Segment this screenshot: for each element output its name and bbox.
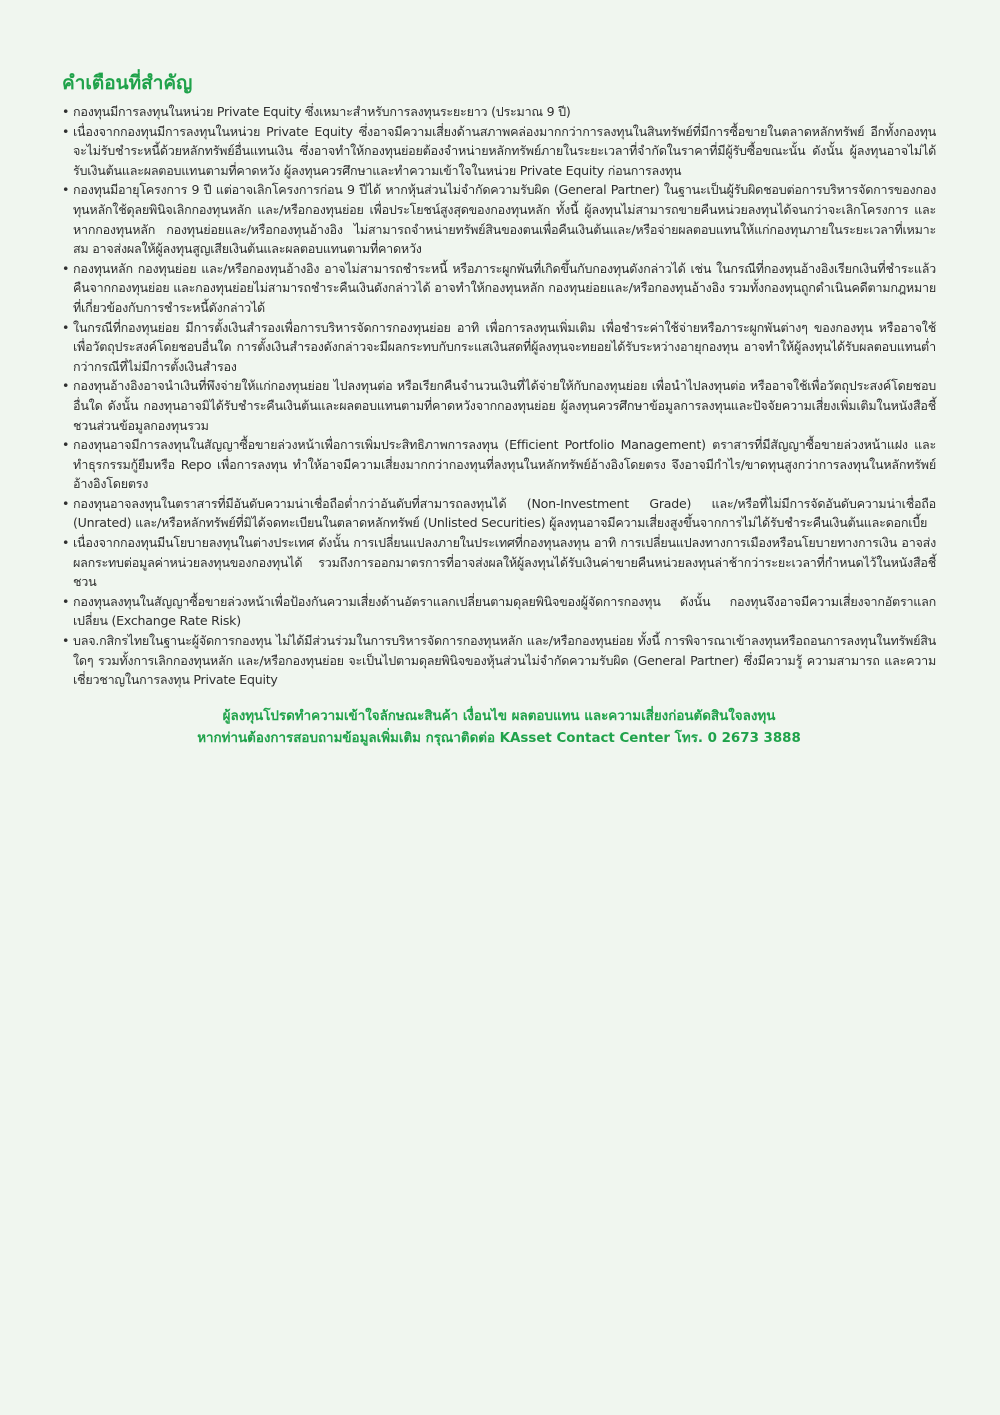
bullet-icon: • — [62, 319, 70, 335]
warning-item — [62, 494, 936, 533]
warning-text: เนื่องจากกองทุนมีการลงทุนในหน่วย Private Equity ซึ่งอาจมีความเสี่ยงด้านสภาพคล่องมากกว่าการลงทุนในสินทรัพย์ที่มีการซื้อขายในตลาดหลักทรัพย์ อีกทั้งกองทุนจะไม่รับชำระหนี้ด้วยหลักทรัพย์อื่นแทนเงิน ซึ่งอาจทำให้กองทุนย่อยต้องจำหน่ายหลักทรัพย์ภายในระยะเวลาที่จำกัดในราคาที่มีผู้รับซื้อขณะนั้น ดังนั้น ผู้ลงทุนอาจไม่ได้รับเงินต้นและผลตอบแทนตามที่คาดหวัง ผู้ลงทุนควรศึกษาและทำความเข้าใจในหน่วย Private Equity ก่อนการลงทุน — [73, 123, 936, 178]
footer-contact-line: หากท่านต้องการสอบถามข้อมูลเพิ่มเติม กรุณาติดต่อ KAsset Contact Center โทร. 0 2673 3888 — [197, 730, 801, 746]
important-warnings-section — [62, 70, 936, 750]
warning-text: กองทุนมีอายุโครงการ 9 ปี แต่อาจเลิกโครงการก่อน 9 ปีได้ หากหุ้นส่วนไม่จำกัดความรับผิด (General Partner) ในฐานะเป็นผู้รับผิดชอบต่อการบริหารจัดการของกองทุนหลักใช้ดุลยพินิจเลิกกองทุนหลัก และ/หรือกองทุนย่อย เพื่อประโยชน์สูงสุดของกองทุนหลัก ทั้งนี้ ผู้ลงทุนไม่สามารถขายคืนหน่วยลงทุนได้จนกว่าจะเลิกโครงการ และหากกองทุนหลัก กองทุนย่อยและ/หรือกองทุนอ้างอิง ไม่สามารถจำหน่ายทรัพย์สินของตนเพื่อคืนเงินต้นและ/หรือจ่ายผลตอบแทนให้แก่กองทุนภายในระยะเวลาที่เหมาะสม อาจส่งผลให้ผู้ลงทุนสูญเสียเงินต้นและผลตอบแทนตามที่คาดหวัง — [73, 182, 936, 257]
bullet-icon: • — [62, 123, 70, 139]
warning-item — [62, 592, 936, 631]
warning-list — [62, 102, 936, 690]
bullet-icon: • — [62, 182, 70, 198]
bullet-icon: • — [62, 495, 70, 511]
warning-text: เนื่องจากกองทุนมีนโยบายลงทุนในต่างประเทศ ดังนั้น การเปลี่ยนแปลงภายในประเทศที่กองทุนลงทุน อาทิ การเปลี่ยนแปลงทางการเมืองหรือนโยบายทางการเงิน อาจส่งผลกระทบต่อมูลค่าหน่วยลงทุนของกองทุนได้ รวมถึงการออกมาตรการที่อาจส่งผลให้ผู้ลงทุนได้รับเงินค่าขายคืนหน่วยลงทุนล่าช้ากว่าระยะเวลาที่กำหนดไว้ในหนังสือชี้ชวน — [73, 535, 936, 590]
warning-item — [62, 435, 936, 494]
warning-item — [62, 180, 936, 258]
warning-item — [62, 631, 936, 690]
warning-text: กองทุนหลัก กองทุนย่อย และ/หรือกองทุนอ้างอิง อาจไม่สามารถชำระหนี้ หรือภาระผูกพันที่เกิดขึ้นกับกองทุนดังกล่าวได้ เช่น ในกรณีที่กองทุนอ้างอิงเรียกเงินที่ชำระแล้วคืนจากกองทุนย่อย และกองทุนย่อยไม่สามารถชำระคืนเงินดังกล่าวได้ อาจทำให้กองทุนหลัก กองทุนย่อยและ/หรือกองทุนอ้างอิง รวมทั้งกองทุนถูกดำเนินคดีตามกฎหมายที่เกี่ยวข้องกับการชำระหนี้ดังกล่าวได้ — [73, 260, 936, 315]
bullet-icon: • — [62, 593, 70, 609]
bullet-icon: • — [62, 633, 70, 649]
warning-text: กองทุนอาจมีการลงทุนในสัญญาซื้อขายล่วงหน้าเพื่อการเพิ่มประสิทธิภาพการลงทุน (Efficient Portfolio Management) ตราสารที่มีสัญญาซื้อขายล่วงหน้าแฝง และทำธุรกรรมกู้ยืมหรือ Repo เพื่อการลงทุน ทำให้อาจมีความเสี่ยงมากกว่ากองทุนที่ลงทุนในหลักทรัพย์อ้างอิงโดยตรง จึงอาจมีกำไร/ขาดทุนสูงกว่าการลงทุนในหลักทรัพย์อ้างอิงโดยตรง — [73, 437, 936, 492]
bullet-icon: • — [62, 260, 70, 276]
bullet-icon: • — [62, 104, 70, 119]
warning-item — [62, 102, 936, 122]
warning-item — [62, 259, 936, 318]
warning-item — [62, 122, 936, 181]
bullet-icon: • — [62, 378, 70, 394]
bullet-icon: • — [62, 437, 70, 453]
warning-text: กองทุนอ้างอิงอาจนำเงินที่พึงจ่ายให้แก่กองทุนย่อย ไปลงทุนต่อ หรือเรียกคืนจำนวนเงินที่ได้จ่ายให้กับกองทุนย่อย เพื่อนำไปลงทุนต่อ หรืออาจใช้เพื่อวัตถุประสงค์โดยชอบอื่นใด ดังนั้น กองทุนอาจมิได้รับชำระคืนเงินต้นและผลตอบแทนตามที่คาดหวังจากกองทุนย่อย ผู้ลงทุนควรศึกษาข้อมูลการลงทุนและปัจจัยความเสี่ยงเพิ่มเติมในหนังสือชี้ชวนส่วนข้อมูลกองทุนรวม — [73, 378, 936, 433]
warning-text: กองทุนลงทุนในสัญญาซื้อขายล่วงหน้าเพื่อป้องกันความเสี่ยงด้านอัตราแลกเปลี่ยนตามดุลยพินิจของผู้จัดการกองทุน ดังนั้น กองทุนจึงอาจมีความเสี่ยงจากอัตราแลกเปลี่ยน (Exchange Rate Risk) — [73, 593, 936, 629]
footer-advice-line: ผู้ลงทุนโปรดทำความเข้าใจลักษณะสินค้า เงื่อนไข ผลตอบแทน และความเสี่ยงก่อนตัดสินใจลงทุน — [222, 708, 776, 724]
warning-text: กองทุนอาจลงทุนในตราสารที่มีอันดับความน่าเชื่อถือต่ำกว่าอันดับที่สามารถลงทุนได้ (Non-Investment Grade) และ/หรือที่ไม่มีการจัดอันดับความน่าเชื่อถือ (Unrated) และ/หรือหลักทรัพย์ที่มิได้จดทะเบียนในตลาดหลักทรัพย์ (Unlisted Securities) ผู้ลงทุนอาจมีความเสี่ยงสูงขึ้นจากการไม่ได้รับชำระคืนเงินต้นและดอกเบี้ย — [73, 495, 936, 531]
warning-text: กองทุนมีการลงทุนในหน่วย Private Equity ซึ่งเหมาะสำหรับการลงทุนระยะยาว (ประมาณ 9 ปี) — [73, 104, 571, 119]
warning-item — [62, 533, 936, 592]
warning-item — [62, 318, 936, 377]
warning-item — [62, 376, 936, 435]
warning-text: บลจ.กสิกรไทยในฐานะผู้จัดการกองทุน ไม่ได้มีส่วนร่วมในการบริหารจัดการกองทุนหลัก และ/หรือกองทุนย่อย ทั้งนี้ การพิจารณาเข้าลงทุนหรือถอนการลงทุนในทรัพย์สินใดๆ รวมทั้งการเลิกกองทุนหลัก และ/หรือกองทุนย่อย จะเป็นไปตามดุลยพินิจของหุ้นส่วนไม่จำกัดความรับผิด (General Partner) ซึ่งมีความรู้ ความสามารถ และความเชี่ยวชาญในการลงทุน Private Equity — [73, 633, 936, 688]
warning-text: ในกรณีที่กองทุนย่อย มีการตั้งเงินสำรองเพื่อการบริหารจัดการกองทุนย่อย อาทิ เพื่อการลงทุนเพิ่มเติม เพื่อชำระค่าใช้จ่ายหรือภาระผูกพันต่างๆ ของกองทุน หรืออาจใช้เพื่อวัตถุประสงค์โดยชอบอื่นใด การตั้งเงินสำรองดังกล่าวจะมีผลกระทบกับกระแสเงินสดที่ผู้ลงทุนจะทยอยได้รับระหว่างอายุกองทุน อาจทำให้ผู้ลงทุนได้รับผลตอบแทนต่ำกว่ากรณีที่ไม่มีการตั้งเงินสำรอง — [73, 319, 937, 374]
bullet-icon: • — [62, 535, 70, 551]
footer-notice — [62, 706, 936, 750]
section-title: คำเตือนที่สำคัญ — [62, 72, 193, 94]
